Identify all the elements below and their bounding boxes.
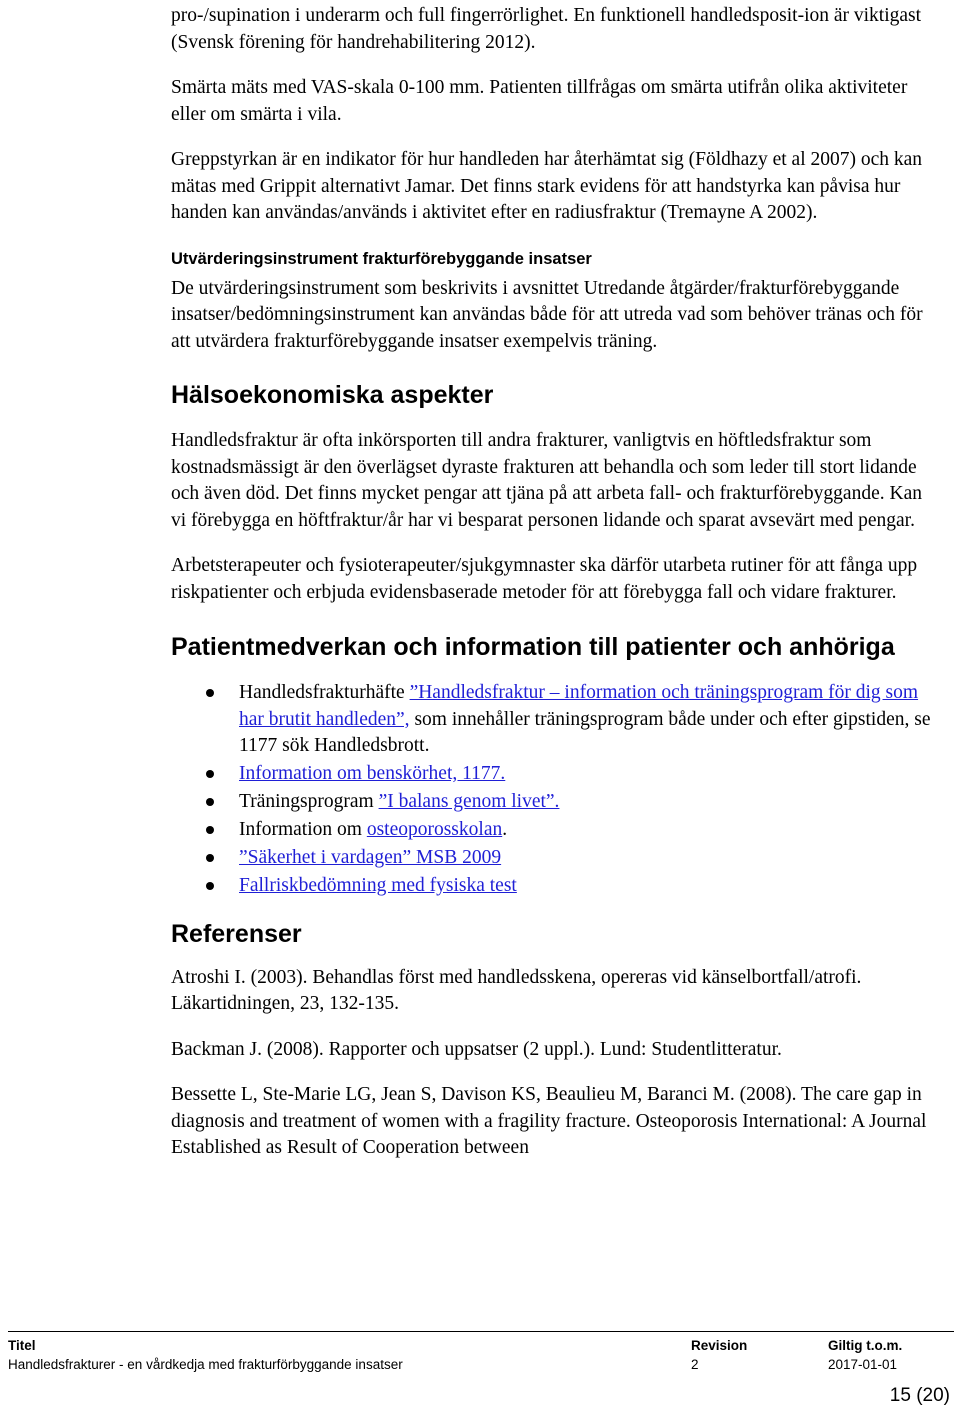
bullet-icon	[206, 882, 214, 890]
footer-valid-label: Giltig t.o.m.	[828, 1338, 903, 1353]
bullet-icon	[206, 826, 214, 834]
list-item: Träningsprogram ”I balans genom livet”.	[171, 789, 933, 816]
link-osteoporosis-info[interactable]: Information om benskörhet, 1177.	[239, 763, 506, 784]
patient-info-list	[171, 680, 933, 900]
heading-health-economics: Hälsoekonomiska aspekter	[171, 381, 494, 409]
link-osteoporosis-school[interactable]: osteoporosskolan	[366, 819, 503, 840]
paragraph-pain: Smärta mäts med VAS-skala 0-100 mm. Patienten tillfrågas om smärta utifrån olika aktiviteter eller om smärta i vila.	[171, 77, 908, 125]
link-fall-risk-assessment[interactable]: Fallriskbedömning med fysiska test	[239, 875, 517, 896]
footer-title-value: Handledsfrakturer - en vårdkedja med frakturförbyggande insatser	[8, 1357, 403, 1372]
heading-evaluation-instruments: Utvärderingsinstrument frakturförebyggande insatser	[171, 249, 592, 268]
page-footer	[8, 1331, 954, 1372]
footer-valid-value: 2017-01-01	[828, 1357, 898, 1372]
paragraph-evaluation: De utvärderingsinstrument som beskrivits i avsnittet Utredande åtgärder/frakturförebyggande insatser/bedömningsinstrument kan användas både för att utreda vad som behöver tränas och för att utvärdera frakturförebyggande insatser exempelvis träning.	[171, 277, 923, 352]
reference-item: Atroshi I. (2003). Behandlas först med handledsskena, opereras vid känselbortfall/atrofi. Läkartidningen, 23, 132-135.	[171, 966, 862, 1014]
reference-item: Bessette L, Ste-Marie LG, Jean S, Davison KS, Beaulieu M, Baranci M. (2008). The care gap in diagnosis and treatment of women with a fragility fracture. Osteoporosis International: A Journal Established as Result of Cooperation between	[171, 1084, 927, 1158]
list-item: Handledsfrakturhäfte ”Handledsfraktur – information och träningsprogram för dig som har brutit handleden”, som innehåller träningsprogram både under och efter gipstiden, se 1177 sök Handledsbrott.	[171, 680, 933, 760]
list-item	[171, 761, 933, 788]
list-item: Information om osteoporosskolan.	[171, 817, 933, 844]
footer-revision-label: Revision	[691, 1338, 748, 1353]
bullet-icon	[206, 798, 214, 806]
bullet-icon	[206, 854, 214, 862]
heading-references: Referenser	[171, 919, 302, 948]
reference-item: Backman J. (2008). Rapporter och uppsatser (2 uppl.). Lund: Studentlitteratur.	[171, 1038, 782, 1060]
link-balance-training[interactable]: ”I balans genom livet”.	[378, 791, 560, 812]
heading-patient-involvement: Patientmedverkan och information till patienter och anhöriga	[171, 633, 895, 661]
link-handledsfraktur-booklet[interactable]: ”Handledsfraktur – information och träningsprogram för dig som har brutit handleden”,	[239, 682, 919, 730]
list-item	[171, 845, 933, 872]
paragraph-grip-strength: Greppstyrkan är en indikator för hur handleden har återhämtat sig (Földhazy et al 2007) och kan mätas med Grippit alternativt Jamar. Det finns stark evidens för att handstyrka kan påvisa hur handen kan användas/används i aktivitet efter en radiusfraktur (Tremayne A 2002).	[171, 149, 923, 223]
bullet-icon	[206, 689, 214, 697]
paragraph-health-economics-1: Handledsfraktur är ofta inkörsporten till andra frakturer, vanligtvis en höftledsfraktur som kostnadsmässigt är den överlägset dyraste frakturen att behandla och som leder till stort lidande och även död. Det finns mycket pengar att tjäna på att arbeta fall- och frakturförebyggande. Kan vi förebygga en höftfraktur/år har vi besparat personen lidande och sparat avsevärt med pengar.	[171, 430, 922, 531]
footer-title-label: Titel	[8, 1338, 36, 1353]
list-item	[171, 873, 933, 900]
bullet-icon	[206, 770, 214, 778]
page-number: 15 (20)	[889, 1385, 950, 1406]
paragraph-supination: pro-/supination i underarm och full fingerrörlighet. En funktionell handledsposit-ion är viktigast (Svensk förening för handrehabilitering 2012).	[171, 5, 922, 53]
paragraph-health-economics-2: Arbetsterapeuter och fysioterapeuter/sjukgymnaster ska därför utarbeta rutiner för att fånga upp riskpatienter och erbjuda evidensbaserade metoder för att förebygga fall och vidare frakturer.	[171, 555, 918, 603]
footer-revision-value: 2	[691, 1357, 699, 1372]
document-body	[171, 0, 933, 1162]
link-safety-everyday[interactable]: ”Säkerhet i vardagen” MSB 2009	[239, 847, 502, 868]
